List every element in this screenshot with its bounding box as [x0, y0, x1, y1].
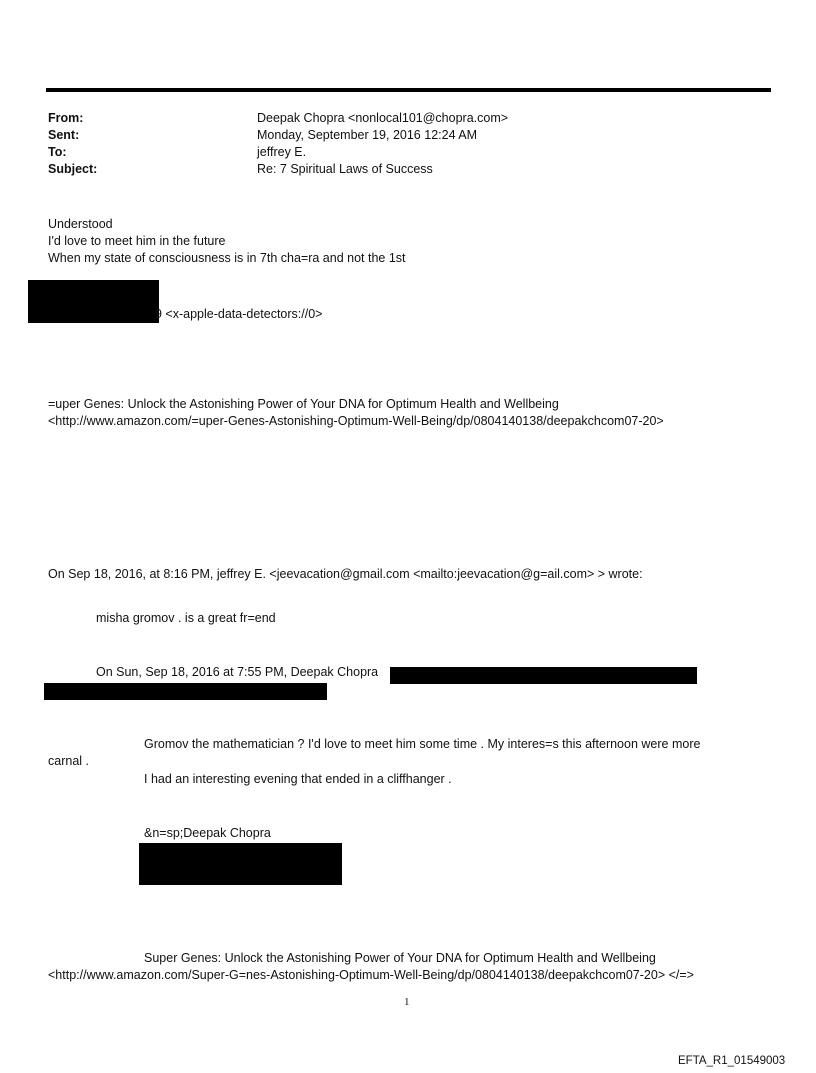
from-value: Deepak Chopra <nonlocal101@chopra.com> [257, 111, 509, 125]
book-url-2[interactable]: <http://www.amazon.com/Super-G=nes-Astonishing-Optimum-Well-Being/dp/0804140138/deepakchcom07-20> </=> [48, 968, 694, 982]
from-label: From: [48, 111, 84, 125]
apple-data-detector-link[interactable]: 9 <x-apple-data-detectors://0> [155, 307, 323, 321]
quoted-misha-line: misha gromov . is a great fr=end [96, 611, 276, 625]
document-id-footer: EFTA_R1_01549003 [678, 1055, 786, 1067]
subject-value: Re: 7 Spiritual Laws of Success [257, 162, 433, 176]
quoted-signature: &n=sp;Deepak Chopra [144, 826, 271, 840]
quote-intro: On Sep 18, 2016, at 8:16 PM, jeffrey E. <jeevacation@gmail.com <mailto:jeevacation@g=ail.com> > wrote: [48, 567, 643, 581]
to-label: To: [48, 145, 67, 159]
quoted-gromov-line: Gromov the mathematician ? I'd love to meet him some time . My interes=s this afternoon were more [144, 737, 701, 751]
page-number: 1 [404, 996, 410, 1008]
redaction-block [390, 667, 697, 684]
to-value: jeffrey E. [257, 145, 307, 159]
subject-label: Subject: [48, 162, 98, 176]
redaction-block [44, 683, 327, 700]
book-url-1[interactable]: <http://www.amazon.com/=uper-Genes-Astonishing-Optimum-Well-Being/dp/0804140138/deepakchcom07-20> [48, 414, 664, 428]
body-line-consciousness: When my state of consciousness is in 7th cha=ra and not the 1st [48, 251, 406, 265]
sent-value: Monday, September 19, 2016 12:24 AM [257, 128, 478, 142]
redaction-block [139, 843, 342, 885]
redaction-block [28, 280, 159, 323]
quoted-evening-line: I had an interesting evening that ended in a cliffhanger . [144, 772, 452, 786]
body-line-meet: I'd love to meet him in the future [48, 234, 226, 248]
book-title-1: =uper Genes: Unlock the Astonishing Power of Your DNA for Optimum Health and Wellbeing [48, 397, 559, 411]
header-rule [46, 88, 771, 92]
book-title-2: Super Genes: Unlock the Astonishing Power of Your DNA for Optimum Health and Wellbeing [144, 951, 656, 965]
sent-label: Sent: [48, 128, 80, 142]
nested-quote-intro: On Sun, Sep 18, 2016 at 7:55 PM, Deepak Chopra [96, 665, 379, 679]
quoted-carnal-line: carnal . [48, 754, 89, 768]
body-line-understood: Understood [48, 217, 113, 231]
